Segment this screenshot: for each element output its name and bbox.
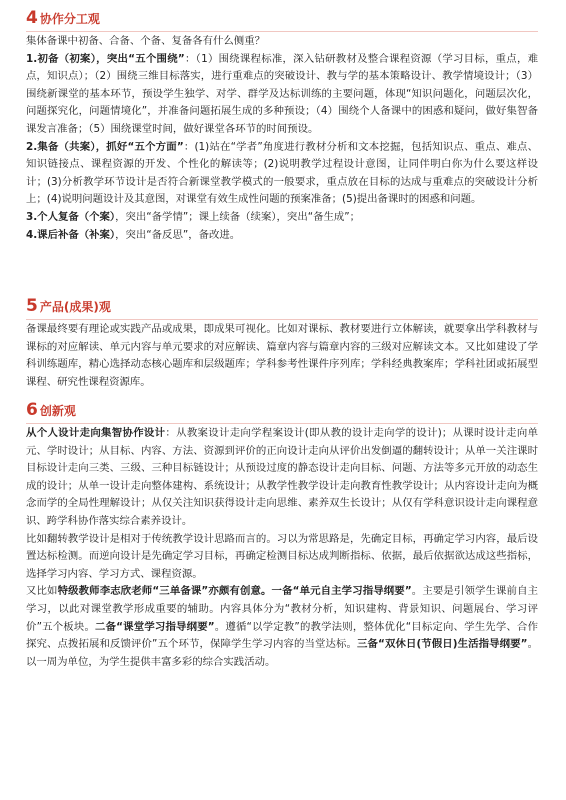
section-4-number: 4 <box>26 8 38 28</box>
section-6-divider <box>26 423 538 424</box>
item-1-text: ：（1）围绕课程标准，深入钻研教材及整合课程资源（学习目标，重点，难点，知识点）；（2）围绕三维目标落实，进行重难点的突破设计、教与学的基本策略设计、教学情境设计；（3）围绕新课堂的基本环节，预设学生独学、对学、群学及达标训练的主要问题，体现“知识问题化，问题层次化，问题探究化，问题情境化”，并准备问题拓展生成的多种预设；（4）围绕个人备课中的困惑和疑问，做好集智备课发言准备；（5）围绕课堂时间，做好课堂各环节的时间预设。 <box>26 52 538 135</box>
p3-e: 。遵循“以学定教”的教学法则，整体优化“目标定向、学生先学、合作探究、点拨拓展和反馈评价”五个环节，保障学生学习内容的当堂达标。 <box>26 620 538 651</box>
p3-a: 又比如 <box>26 585 58 598</box>
section-5-body: 备课最终要有理论或实践产品或成果，即成果可视化。比如对课标、教材要进行立体解读，就要拿出学科教材与课标的对应解读、单元内容与单元要求的对应解读、篇章内容与篇章内容的三级对应解读文本。又比如建设了学科训练题库，精心选择动态核心题库和层级题库；学科参考性课件序列库；学科经典教案库；学科社团或拓展型课程、研究性课程资源库。 <box>26 323 538 388</box>
p1-lead: 从个人设计走向集智协作设计 <box>26 427 166 439</box>
section-4-body <box>26 33 538 244</box>
section-4-divider <box>26 31 538 32</box>
section-6-paragraph-1 <box>26 425 538 531</box>
section-4-item-4 <box>26 227 538 245</box>
item-2-lead: 2.集备（共案），抓好“五个方面” <box>26 140 184 153</box>
p3-c: 。主要是引领学生课前自主学习，以此对课堂教学形成重要的辅助。内容具体分为“教材分析，知识建构、背景知识、问题展台、学习评价”五个板块。 <box>26 585 538 633</box>
section-6-title: 创新观 <box>39 404 76 418</box>
p3-g: 。以一周为单位，为学生提供丰富多彩的综合实践活动。 <box>26 638 539 668</box>
section-4-heading <box>26 8 100 28</box>
item-1-lead: 1.初备（初案），突出“五个围绕” <box>26 52 185 65</box>
p3-f: 三备“双休日(节假日)生活指导纲要” <box>357 638 528 651</box>
item-4-text: ，突出“备反思”，备改进。 <box>115 228 241 241</box>
section-6-number: 6 <box>26 400 38 420</box>
section-4-item-2 <box>26 139 538 209</box>
section-6-paragraph-2: 比如翻转教学设计是相对于传统教学设计思路而言的。习以为常思路是，先确定目标，再确定学习内容，最后设置达标检测。而逆向设计是先确定学习目标，再确定检测目标达成判断指标、依据，最后依据欲达成这些指标，选择学习内容、学习方式、课程资源。 <box>26 532 538 580</box>
section-4-item-1 <box>26 51 538 139</box>
section-6-paragraph-3 <box>26 583 538 671</box>
section-4-item-3 <box>26 209 538 227</box>
section-6-heading <box>26 400 76 420</box>
section-6-body <box>26 425 538 671</box>
section-5-divider <box>26 319 538 320</box>
section-4-title: 协作分工观 <box>39 12 100 26</box>
section-5-title: 产品(成果)观 <box>39 300 111 314</box>
item-2-text: ：(1)站在“学者”角度进行教材分析和文本挖掘，包括知识点、重点、难点、知识链接点、课程资源的开发、个性化的解读等；(2)说明教学过程设计意图，让同伴明白你为什么要这样设计；(3)分析教学环节设计是否符合新课堂教学模式的一般要求，重点放在目标的达成与重难点的突破设计分析上；(4)说明问题设计及其意图，对课堂有效生成性问题的预案准备；(5)提出备课时的困惑和问题。 <box>26 140 539 206</box>
section-5-number: 5 <box>26 296 38 316</box>
p3-d: 二备“课堂学习指导纲要” <box>95 620 215 633</box>
item-3-text: ，突出“备学情”；课上续备（续案），突出“备生成”； <box>115 210 361 223</box>
item-3-lead: 3.个人复备（个案） <box>26 210 116 223</box>
section-5-heading <box>26 296 111 316</box>
p1-text: ：从教案设计走向学程案设计(即从教的设计走向学的设计)；从课时设计走向单元、学时设计；从目标、内容、方法、资源到评价的正向设计走向从评价出发倒逼的翻转设计；从单一关注课时目标设计走向三类、三级、三种目标链设计；从预设过度的静态设计走向目标、问题、方法等多元开放的动态生成的设计；从单一设计走向整体建构、系统设计；从教学性教学设计走向教育性教学设计；从内容设计走向为概念而学的全局性理解设计；从仅关注知识获得设计走向思维、素养双生长设计；从仅有学科意识设计走向课程意识、跨学科协作落实综合素养设计。 <box>26 427 538 527</box>
item-4-lead: 4.课后补备（补案） <box>26 228 116 241</box>
p3-b: 特级教师李志欣老师“三单备课”亦颇有创意。一备“单元自主学习指导纲要” <box>57 585 412 598</box>
section-4-question: 集体备课中初备、合备、个备、复备各有什么侧重？ <box>26 35 265 47</box>
